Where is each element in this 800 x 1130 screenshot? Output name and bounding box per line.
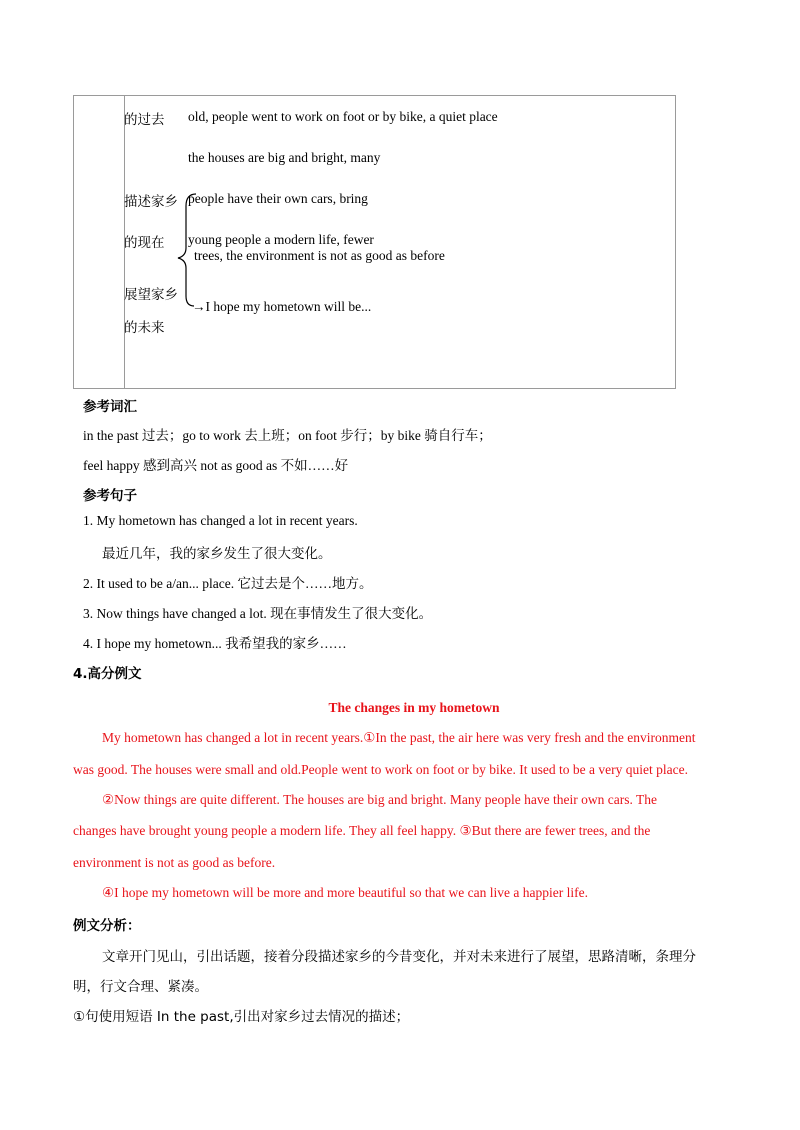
essay-line: ④I hope my hometown will be more and more beautiful so that we can live a happier life. (102, 885, 588, 900)
vocab-heading: 参考词汇 (83, 399, 137, 415)
analysis-line: 文章开门见山，引出话题，接着分段描述家乡的今昔变化，并对未来进行了展望，思路清晰，条理分 (102, 949, 696, 965)
table-label-past: 的过去 (124, 112, 165, 128)
essay-line: changes have brought young people a modern life. They all feel happy. ③But there are fewer trees, and the (73, 823, 651, 838)
table-label-outlook: 展望家乡 (124, 287, 178, 303)
analysis-line: 明，行文合理、紧凑。 (73, 979, 208, 995)
essay-line: environment is not as good as before. (73, 855, 276, 870)
sentence-item: 1. My hometown has changed a lot in recent years. (83, 513, 358, 528)
outline-line: trees, the environment is not as good as before (194, 248, 445, 263)
sentence-item: 3. Now things have changed a lot. 现在事情发生了很大变化。 (83, 606, 433, 621)
table-label-present: 的现在 (124, 235, 165, 251)
table-label-describe: 描述家乡 (124, 194, 178, 210)
outline-line: people have their own cars, bring (188, 191, 368, 206)
essay-line: My hometown has changed a lot in recent years.①In the past, the air here was very fresh and the environment (102, 730, 696, 745)
sentence-translation: 最近几年，我的家乡发生了很大变化。 (102, 546, 332, 562)
essay-line: was good. The houses were small and old.People went to work on foot or by bike. It used to be a very quiet place. (73, 762, 688, 777)
vocab-line: in the past 过去；go to work 去上班；on foot 步行；by bike 骑自行车； (83, 428, 492, 443)
outline-line: young people a modern life, fewer (188, 232, 374, 247)
curly-brace-icon (176, 190, 200, 310)
sentence-item: 4. I hope my hometown... 我希望我的家乡…… (83, 636, 347, 651)
outline-line: old, people went to work on foot or by bike, a quiet place (188, 109, 498, 124)
outline-line: →I hope my hometown will be... (192, 299, 372, 314)
vocab-line: feel happy 感到高兴 not as good as 不如……好 (83, 458, 349, 473)
table-label-future: 的未来 (124, 320, 165, 336)
essay-heading: 4.高分例文 (73, 666, 142, 682)
analysis-line: ①句使用短语 In the past,引出对家乡过去情况的描述； (73, 1009, 410, 1025)
essay-title: The changes in my hometown (328, 700, 500, 715)
sentences-heading: 参考句子 (83, 488, 137, 504)
essay-line: ②Now things are quite different. The houses are big and bright. Many people have their own cars. The (102, 792, 657, 807)
sentence-item: 2. It used to be a/an... place. 它过去是个……地方。 (83, 576, 373, 591)
outline-line: the houses are big and bright, many (188, 150, 381, 165)
analysis-heading: 例文分析： (73, 918, 141, 934)
